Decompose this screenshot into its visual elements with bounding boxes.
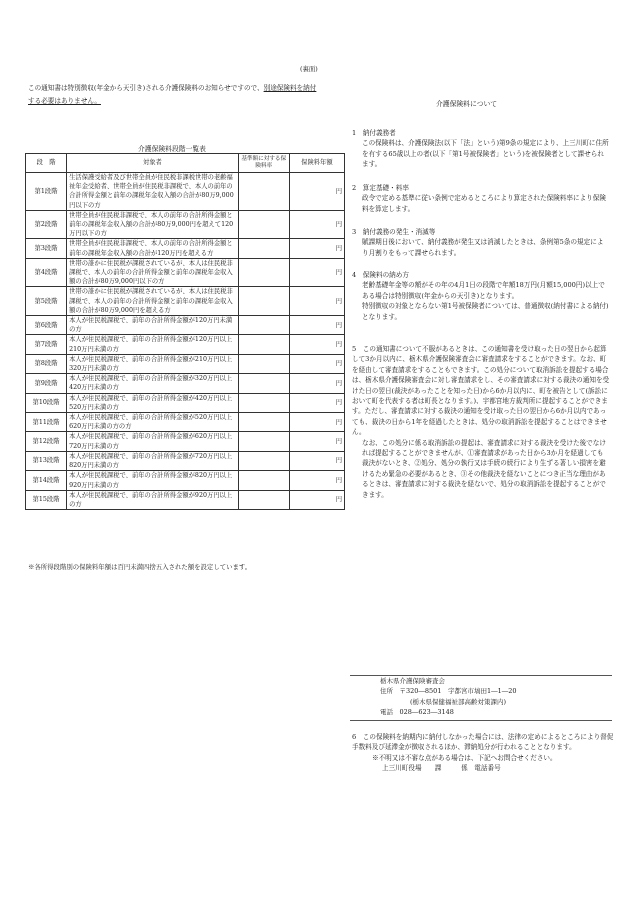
header-target: 対象者	[67, 154, 239, 173]
row-rate	[238, 393, 289, 412]
row-rate	[238, 413, 289, 432]
section-6	[352, 732, 614, 774]
row-target: 本人が住民税課税で、前年の合計所得金額が420万円以上520万円未満の方	[67, 393, 239, 412]
row-rate	[238, 374, 289, 393]
row-level: 第1段階	[26, 173, 67, 211]
row-level: 第11段階	[26, 413, 67, 432]
inquiry-note: ※不明又は不審な点がある場合は、下記へお問合せください。	[372, 753, 557, 762]
row-level: 第15段階	[26, 490, 67, 509]
table-row	[26, 354, 345, 373]
table-title: 介護保険料段階一覧表	[138, 145, 206, 153]
intro-notice	[28, 82, 318, 108]
section-5-body-1: 5 この通知書について不服があるときは、この通知書を受け取った日の翌日から起算して3か月以内に、栃木県介護保険審査会に審査請求をすることができます。なお、町を経由して審査請求をすることもできます。この処分について取消訴訟を提起する場合は、栃木県介護保険審査会に対し審査請求をし、その審査請求に対する裁決の通知を受けた日の翌日(裁決があったことを知った日)から6か月以内に、町を被告として(訴訟において町を代表する者は町長となります。)、宇都宮地方裁判所に提起することができます。ただし、審査請求に対する裁決の通知を受け取った日の翌日から6か月以内であっても、裁決の日から1年を経過したときは、処分の取消訴訟を提起することはできません。	[352, 345, 610, 437]
section-4	[352, 270, 610, 322]
table-body	[26, 173, 345, 510]
row-level: 第9段階	[26, 374, 67, 393]
row-fee: 円	[289, 413, 344, 432]
row-fee: 円	[289, 471, 344, 490]
table-row	[26, 210, 345, 239]
address-org: 栃木県介護保険審査会	[380, 677, 445, 685]
row-fee: 円	[289, 393, 344, 412]
row-level: 第3段階	[26, 239, 67, 258]
row-level: 第13段階	[26, 451, 67, 470]
table-row	[26, 316, 345, 335]
row-rate	[238, 335, 289, 354]
row-fee: 円	[289, 173, 344, 211]
table-header-row	[26, 154, 345, 173]
row-target: 本人が住民税課税で、前年の合計所得金額が720万円以上820万円未満の方	[67, 451, 239, 470]
section-4-body-2: 特別徴収の対象とならない第1号被保険者については、普通徴収(納付書による納付)となります。	[362, 302, 609, 321]
row-target: 本人が住民税課税で、前年の合計所得金額が210万円以上320万円未満の方	[67, 354, 239, 373]
row-level: 第6段階	[26, 316, 67, 335]
row-rate	[238, 316, 289, 335]
section-2-body: 政令で定める基準に従い条例で定めるところにより算定された保険料率により保険料を算定します。	[362, 194, 606, 213]
row-level: 第2段階	[26, 210, 67, 239]
row-level: 第7段階	[26, 335, 67, 354]
row-fee: 円	[289, 239, 344, 258]
table-row	[26, 173, 345, 211]
row-level: 第10段階	[26, 393, 67, 412]
section-1-title: 1 納付義務者	[352, 129, 396, 137]
row-fee: 円	[289, 287, 344, 316]
address-line-2: (栃木県保健福祉部高齢対策課内)	[410, 697, 507, 706]
row-level: 第12段階	[26, 432, 67, 451]
table-row	[26, 432, 345, 451]
row-target: 本人が住民税課税で、前年の合計所得金額が120万円以上210万円未満の方	[67, 335, 239, 354]
row-target: 本人が住民税課税で、前年の合計所得金額が820万円以上920万円未満の方	[67, 471, 239, 490]
section-6-body: 6 この保険料を納期内に納付しなかった場合には、法律の定めによるところにより督促手数料及び延滞金が徴収されるほか、滞納処分が行われることとなります。	[352, 733, 614, 752]
review-board-address	[350, 675, 612, 721]
section-4-body-1: 老齢基礎年金等の額がその年の4月1日の段階で年額18万円(月額15,000円)以上である場合は特別徴収(年金からの天引き)となります。	[362, 281, 605, 300]
row-fee: 円	[289, 374, 344, 393]
row-target: 生活保護受給者及び世帯全員が住民税非課税世帯の老齢福祉年金受給者、世帯全員が住民税非課税で、本人の前年の合計所得金額と前年の課税年金収入額の合計が80万9,000円以下の方	[67, 173, 239, 211]
row-target: 世帯の誰かに住民税が課税されているが、本人は住民税非課税で、本人の前年の合計所得金額と前年の課税年金収入額の合計が80万9,000円を超える方	[67, 287, 239, 316]
row-fee: 円	[289, 432, 344, 451]
row-fee: 円	[289, 210, 344, 239]
row-fee: 円	[289, 258, 344, 287]
row-rate	[238, 173, 289, 211]
table-row	[26, 393, 345, 412]
row-fee: 円	[289, 451, 344, 470]
header-level: 段 階	[26, 154, 67, 173]
row-target: 本人が住民税課税で、前年の合計所得金額が320万円以上420万円未満の方	[67, 374, 239, 393]
row-rate	[238, 451, 289, 470]
address-phone: 電話 028―623―3148	[380, 707, 454, 716]
table-row	[26, 287, 345, 316]
row-fee: 円	[289, 316, 344, 335]
row-rate	[238, 287, 289, 316]
intro-text: この通知書は特別徴収(年金から天引き)される介護保険料のお知らせですので、	[28, 84, 264, 92]
row-rate	[238, 432, 289, 451]
row-fee: 円	[289, 490, 344, 509]
table-footnote: ※各所得段階別の保険料年額は百円未満四捨五入された額を設定しています。	[28, 563, 252, 571]
row-target: 世帯全員が住民税非課税で、本人の前年の合計所得金額と前年の課税年金収入額の合計が120万円を超える方	[67, 239, 239, 258]
table-row	[26, 335, 345, 354]
table-row	[26, 471, 345, 490]
table-row	[26, 374, 345, 393]
section-3	[352, 227, 610, 258]
section-2-title: 2 算定基礎・料率	[352, 184, 409, 192]
section-5	[352, 344, 610, 500]
row-level: 第14段階	[26, 471, 67, 490]
section-2	[352, 183, 610, 214]
table-row	[26, 451, 345, 470]
row-rate	[238, 210, 289, 239]
row-rate	[238, 490, 289, 509]
address-line-1: 住所 〒320―8501 宇都宮市塙田1―1―20	[380, 687, 517, 696]
row-target: 世帯の誰かに住民税が課税されているが、本人は住民税非課税で、本人の前年の合計所得金額と前年の課税年金収入額の合計が80万9,000円以下の方	[67, 258, 239, 287]
section-1-body: この保険料は、介護保険法(以下「法」という)第9条の規定により、上三川町に住所を有する65歳以上の者(以下「第1号被保険者」という)を被保険者として課せられます。	[362, 139, 609, 169]
row-level: 第4段階	[26, 258, 67, 287]
contact-line: 上三川町役場 課 係 電話番号	[382, 764, 501, 773]
row-rate	[238, 471, 289, 490]
page-side-label: (裏面)	[300, 65, 318, 73]
row-fee: 円	[289, 354, 344, 373]
row-level: 第8段階	[26, 354, 67, 373]
row-target: 本人が住民税課税で、前年の合計所得金額が520万円以上620万円未満の方の方	[67, 413, 239, 432]
intro-underlined-text: 別途保険料を納付する必要はありません。	[28, 84, 317, 105]
section-3-body: 賦課期日後において、納付義務が発生又は消滅したときは、条例第5条の規定により月割りをもって課せられます。	[362, 238, 604, 257]
premium-level-table	[25, 153, 345, 510]
header-rate: 基準額に対する保険料率	[238, 154, 289, 173]
row-target: 本人が住民税課税で、前年の合計所得金額が620万円以上720万円未満の方	[67, 432, 239, 451]
table-row	[26, 239, 345, 258]
row-target: 本人が住民税課税で、前年の合計所得金額が920万円以上の方	[67, 490, 239, 509]
table-row	[26, 490, 345, 509]
right-column-title: 介護保険料について	[436, 100, 498, 108]
section-4-title: 4 保険料の納め方	[352, 271, 409, 279]
row-rate	[238, 258, 289, 287]
row-rate	[238, 239, 289, 258]
row-level: 第5段階	[26, 287, 67, 316]
table-row	[26, 258, 345, 287]
row-fee: 円	[289, 335, 344, 354]
header-fee: 保険料年額	[289, 154, 344, 173]
row-target: 世帯全員が住民税非課税で、本人の前年の合計所得金額と前年の課税年金収入額の合計が80万9,000円を超えて120万円以下の方	[67, 210, 239, 239]
section-5-body-2: なお、この処分に係る取消訴訟の提起は、審査請求に対する裁決を受けた後でなければ提起することができませんが、①審査請求があった日から3か月を経過しても裁決がないとき、②処分、処分の執行又は手続の続行により生ずる著しい損害を避けるため緊急の必要があるとき、③その他裁決を経ないことにつき正当な理由があるときは、審査請求に対する裁決を経ないで、処分の取消訴訟を提起することができます。	[362, 438, 606, 499]
row-target: 本人が住民税課税で、前年の合計所得金額が120万円未満の方	[67, 316, 239, 335]
row-rate	[238, 354, 289, 373]
table-row	[26, 413, 345, 432]
section-3-title: 3 納付義務の発生・消滅等	[352, 228, 436, 236]
section-1	[352, 128, 610, 170]
